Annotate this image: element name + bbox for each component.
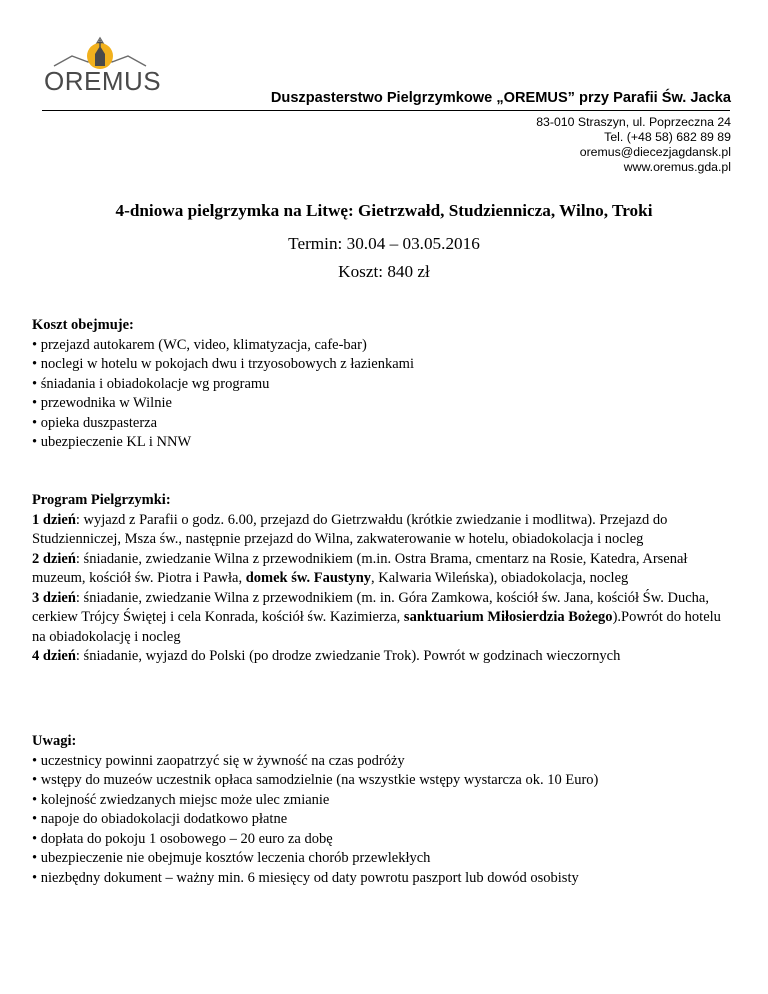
list-item: • ubezpieczenie nie obejmuje kosztów leczenia chorób przewlekłych: [32, 850, 431, 866]
list-item: • napoje do obiadokolacji dodatkowo płatne: [32, 811, 288, 827]
day-highlight: sanktuarium Miłosierdzia Bożego: [403, 609, 613, 625]
day-label: 2 dzień: [32, 550, 76, 567]
list-item: • przejazd autokarem (WC, video, klimatyzacja, cafe-bar): [32, 336, 367, 353]
organization-name: Duszpasterstwo Pielgrzymkowe „OREMUS” przy Parafii Św. Jacka: [270, 90, 731, 106]
list-item: • kolejność zwiedzanych miejsc może ulec zmianie: [32, 791, 330, 808]
logo-wordmark: OREMUS: [44, 66, 162, 96]
day-label: 4 dzień: [32, 648, 76, 664]
list-item: • przewodnika w Wilnie: [32, 395, 172, 411]
list-item: • opieka duszpasterza: [32, 414, 158, 431]
term: Termin: 30.04 – 03.05.2016: [288, 234, 480, 253]
oremus-logo: [44, 36, 162, 98]
address: 83-010 Straszyn, ul. Poprzeczna 24: [536, 115, 731, 129]
program-heading: Program Pielgrzymki:: [32, 492, 171, 508]
program-day-2: [32, 550, 737, 589]
day-text: , Kalwaria Wileńska), obiadokolacja, nocleg: [371, 570, 629, 586]
cost: Koszt: 840 zł: [338, 262, 430, 281]
notes-heading: Uwagi:: [32, 733, 77, 749]
program-day-1: [32, 511, 737, 550]
list-item: • śniadania i obiadokolacje wg programu: [32, 375, 270, 392]
list-item: • dopłata do pokoju 1 osobowego – 20 euro za dobę: [32, 830, 333, 847]
list-item: • wstępy do muzeów uczestnik opłaca samodzielnie (na wszystkie wstępy wystarcza ok. 10 Euro): [32, 772, 599, 788]
program-day-3: [32, 589, 737, 648]
header-divider: [42, 110, 730, 111]
includes-section: [32, 316, 737, 453]
program-section: [32, 491, 737, 667]
day-text: : śniadanie, zwiedzanie Wilna z przewodnikiem (m.in. Ostra Brama, cmentarz na Rosie, Katedra, Arsenał muzeum, kościół św. Piotra i Pawła,: [32, 550, 688, 586]
website: www.oremus.gda.pl: [623, 160, 731, 174]
list-item: • noclegi w hotelu w pokojach dwu i trzyosobowych z łazienkami: [32, 356, 414, 372]
list-item: • uczestnicy powinni zaopatrzyć się w żywność na czas podróży: [32, 752, 405, 769]
phone: Tel. (+48 58) 682 89 89: [604, 130, 731, 144]
day-text: ).Powrót do hotelu na obiadokolację i nocleg: [32, 609, 721, 645]
list-item: • ubezpieczenie KL i NNW: [32, 434, 192, 450]
day-text: : śniadanie, zwiedzanie Wilna z przewodnikiem (m. in. Góra Zamkowa, kościół św. Jana, kościół Św. Ducha, cerkiew Trójcy Świętej i cela Konrada, kościół św. Kazimierza,: [32, 589, 709, 625]
day-highlight: domek św. Faustyny: [245, 570, 372, 586]
program-day-4: [32, 647, 737, 667]
document-title: 4-dniowa pielgrzymka na Litwę: Gietrzwałd, Studziennicza, Wilno, Troki: [115, 201, 653, 220]
day-label: 3 dzień: [32, 589, 76, 606]
contact-block: [536, 115, 731, 175]
day-text: : śniadanie, wyjazd do Polski (po drodze zwiedzanie Trok). Powrót w godzinach wieczornych: [75, 648, 621, 664]
notes-section: [32, 732, 737, 888]
day-text: : wyjazd z Parafii o godz. 6.00, przejazd do Gietrzwałdu (krótkie zwiedzanie i modlitwa). Przejazd do Studzienniczej, Msza św., następnie przejazd do Wilna, zakwaterowanie w hotelu, obiadokolacja i nocleg: [32, 511, 668, 547]
list-item: • niezbędny dokument – ważny min. 6 miesięcy od daty powrotu paszport lub dowód osobisty: [32, 869, 579, 886]
day-label: 1 dzień: [32, 511, 76, 528]
includes-heading: Koszt obejmuje:: [32, 317, 134, 333]
email: oremus@diecezjagdansk.pl: [579, 145, 731, 159]
